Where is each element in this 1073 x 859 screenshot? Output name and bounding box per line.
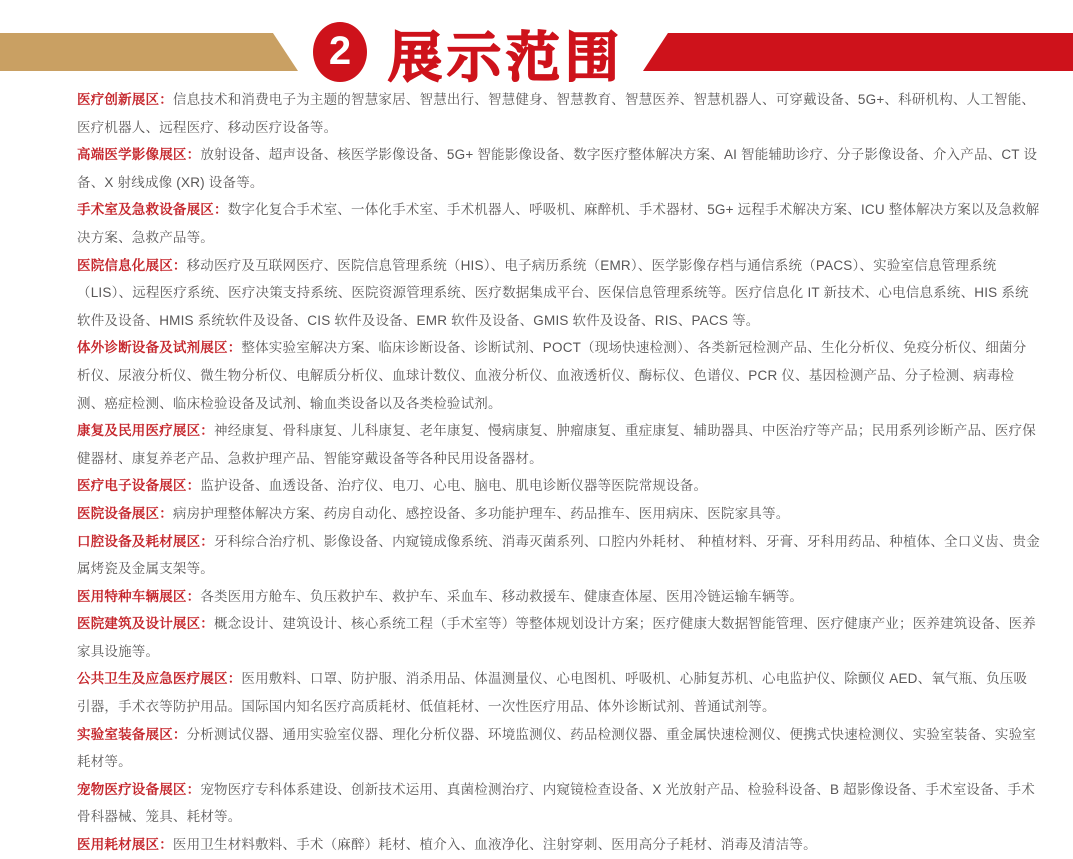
section-number-badge (313, 22, 367, 82)
exhibition-zone-item (77, 500, 1040, 528)
right-ribbon-decoration (643, 33, 1073, 71)
zone-label: 医用特种车辆展区： (77, 588, 201, 604)
zone-label: 医用耗材展区： (77, 837, 173, 853)
zone-label: 高端医学影像展区： (77, 147, 201, 163)
exhibition-zone-item (77, 665, 1040, 720)
exhibition-zone-item (77, 583, 1040, 611)
exhibition-scope-list (77, 86, 1040, 859)
zone-description: 宠物医疗专科体系建设、创新技术运用、真菌检测治疗、内窥镜检查设备、X 光放射产品、检验科设备、B 超影像设备、手术室设备、手术骨科器械、笼具、耗材等。 (77, 781, 1035, 825)
zone-description: 分析测试仪器、通用实验室仪器、理化分析仪器、环境监测仪、药品检测仪器、重金属快速检测仪、便携式快速检测仪、实验室装备、实验室耗材等。 (77, 726, 1037, 770)
zone-label: 体外诊断设备及试剂展区： (77, 340, 242, 356)
exhibition-zone-item (77, 86, 1040, 141)
zone-label: 康复及民用医疗展区： (77, 423, 214, 439)
zone-description: 牙科综合治疗机、影像设备、内窥镜成像系统、消毒灭菌系列、口腔内外耗材、 种植材料、牙膏、牙科用药品、种植体、全口义齿、贵金属烤瓷及金属支架等。 (77, 533, 1040, 577)
zone-label: 医院信息化展区： (77, 257, 187, 273)
zone-description: 神经康复、骨科康复、儿科康复、老年康复、慢病康复、肿瘤康复、重症康复、辅助器具、中医治疗等产品；民用系列诊断产品、医疗保健器材、康复养老产品、急救护理产品、智能穿戴设备等各种民用设备器材。 (77, 423, 1036, 466)
exhibition-zone-item (77, 252, 1040, 335)
zone-label: 实验室装备展区： (77, 726, 187, 742)
section-title: 展示范围 (388, 27, 624, 88)
zone-label: 医疗创新展区： (77, 92, 173, 107)
zone-description: 医用敷料、口罩、防护服、消杀用品、体温测量仪、心电图机、呼吸机、心肺复苏机、心电监护仪、除颤仪 AED、氧气瓶、负压吸引器，手术衣等防护用品。国际国内知名医疗高质耗材、低值耗材、一次性医疗用品、体外诊断试剂、普通试剂等。 (77, 671, 1028, 715)
zone-description: 监护设备、血透设备、治疗仪、电刀、心电、脑电、肌电诊断仪器等医院常规设备。 (200, 478, 708, 494)
zone-description: 病房护理整体解决方案、药房自动化、感控设备、多功能护理车、药品推车、医用病床、医院家具等。 (172, 505, 790, 521)
zone-label: 医院建筑及设计展区： (77, 616, 214, 632)
zone-description: 各类医用方舱车、负压救护车、救护车、采血车、移动救援车、健康查体屋、医用冷链运输车辆等。 (200, 588, 804, 604)
exhibition-zone-item (77, 141, 1040, 196)
zone-label: 口腔设备及耗材展区： (77, 533, 214, 549)
zone-description: 整体实验室解决方案、临床诊断设备、诊断试剂、POCT（现场快速检测）、各类新冠检测产品、生化分析仪、免疫分析仪、细菌分析仪、尿液分析仪、微生物分析仪、电解质分析仪、血球计数仪、血液分析仪、血液透析仪、酶标仪、色谱仪、PCR 仪、基因检测产品、分子检测、病毒检测、癌症检测、临床检验设备及试剂、输血类设备以及各类检验试剂。 (77, 340, 1027, 411)
zone-label: 公共卫生及应急医疗展区： (77, 671, 242, 687)
zone-label: 医院设备展区： (77, 505, 173, 521)
left-ribbon-decoration (0, 33, 298, 71)
exhibition-zone-item (77, 528, 1040, 583)
exhibition-zone-item (77, 334, 1040, 417)
section-number: 2 (328, 29, 352, 73)
exhibition-zone-item (77, 610, 1040, 665)
zone-description: 放射设备、超声设备、核医学影像设备、5G+ 智能影像设备、数字医疗整体解决方案、AI 智能辅助诊疗、分子影像设备、介入产品、CT 设备、X 射线成像 (XR) 设备等。 (77, 147, 1038, 190)
exhibition-zone-item (77, 776, 1040, 831)
zone-label: 手术室及急救设备展区： (77, 202, 228, 218)
zone-description: 信息技术和消费电子为主题的智慧家居、智慧出行、智慧健身、智慧教育、智慧医养、智慧机器人、可穿戴设备、5G+、科研机构、人工智能、医疗机器人、远程医疗、移动医疗设备等。 (77, 92, 1036, 135)
exhibition-zone-item (77, 196, 1040, 251)
exhibition-zone-item (77, 721, 1040, 776)
zone-label: 宠物医疗设备展区： (77, 781, 201, 797)
exhibition-zone-item (77, 472, 1040, 500)
zone-description: 医用卫生材料敷料、手术（麻醉）耗材、植介入、血液净化、注射穿刺、医用高分子耗材、消毒及清洁等。 (172, 837, 817, 853)
exhibition-zone-item (77, 417, 1040, 472)
zone-description: 移动医疗及互联网医疗、医院信息管理系统（HIS）、电子病历系统（EMR）、医学影像存档与通信系统（PACS）、实验室信息管理系统（LIS）、远程医疗系统、医疗决策支持系统、医院资源管理系统、医疗数据集成平台、医保信息管理系统等。医疗信息化 IT 新技术、心电信息系统、HIS 系统软件及设备、HMIS 系统软件及设备、CIS 软件及设备、EMR 软件及设备、GMIS 软件及设备、RIS、PACS 等。 (77, 257, 1029, 328)
exhibition-zone-item (77, 831, 1040, 859)
zone-description: 数字化复合手术室、一体化手术室、手术机器人、呼吸机、麻醉机、手术器材、5G+ 远程手术解决方案、ICU 整体解决方案以及急救解决方案、急救产品等。 (77, 202, 1040, 245)
section-header (0, 0, 1073, 95)
zone-description: 概念设计、建筑设计、核心系统工程（手术室等）等整体规划设计方案；医疗健康大数据智能管理、医疗健康产业；医养建筑设备、医养家具设施等。 (77, 616, 1036, 659)
zone-label: 医疗电子设备展区： (77, 478, 201, 494)
